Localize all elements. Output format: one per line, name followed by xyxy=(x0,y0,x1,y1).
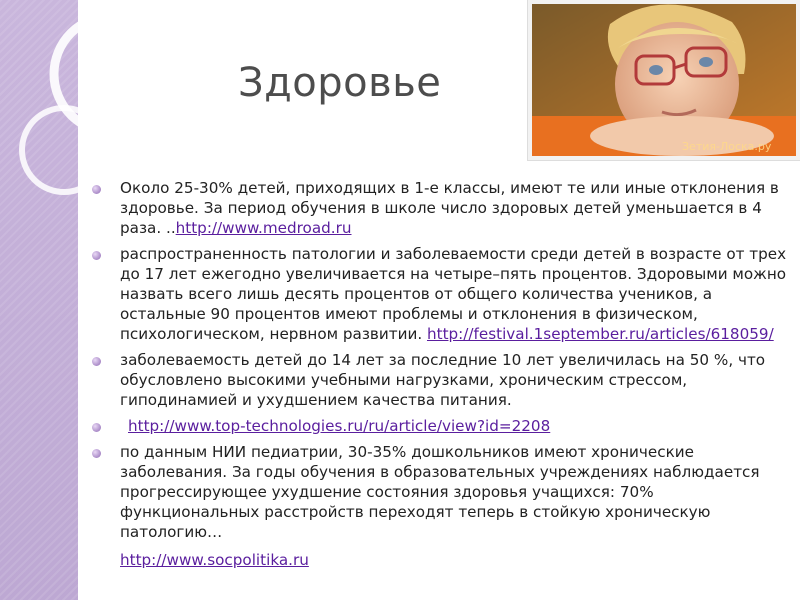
bullet-icon xyxy=(92,185,101,194)
photo-watermark: Зетия-Лоска.ру xyxy=(682,140,772,153)
bullet-item xyxy=(92,350,792,410)
slide-title: Здоровье xyxy=(238,60,442,106)
bullet-text: Около 25-30% детей, приходящих в 1-е классы, имеют те или иные отклонения в здоровье. За период обучения в школе число здоровых детей уменьшается в 4 раза. .. xyxy=(120,179,779,237)
bullet-icon xyxy=(92,449,101,458)
slide-content xyxy=(92,178,792,570)
left-decorative-band xyxy=(0,0,78,600)
bullet-list xyxy=(92,178,792,542)
bullet-icon xyxy=(92,357,101,366)
bullet-item xyxy=(92,416,792,436)
link-festival[interactable]: http://festival.1september.ru/articles/618059/ xyxy=(426,325,774,343)
link-top-technologies[interactable]: http://www.top-technologies.ru/ru/article/view?id=2208 xyxy=(128,417,551,435)
bullet-text: заболеваемость детей до 14 лет за последние 10 лет увеличилась на 50 %, что обусловлено высокими учебными нагрузками, хроническим стрессом, гиподинамией и ухудшением качества питания. xyxy=(120,351,766,409)
child-photo xyxy=(528,0,800,160)
bullet-item xyxy=(92,244,792,344)
link-medroad[interactable]: http://www.medroad.ru xyxy=(175,219,352,237)
bullet-text: распространенность патологии и заболеваемости среди детей в возрасте от трех до 17 лет ежегодно увеличивается на четыре–пять процентов. Здоровыми можно назвать всего лишь десять процентов от общего количества учеников, а остальные 90 процентов имеют проблемы и отклонения в физическом, психологическом, нервном развитии. xyxy=(120,245,787,343)
bullet-text: по данным НИИ педиатрии, 30-35% дошкольников имеют хронические заболевания. За годы обучения в образовательных учреждениях наблюдается прогрессирующее ухудшение состояния здоровья учащихся: 70% функциональных расстройств переходят теперь в стойкую хроническую патологию… xyxy=(120,443,760,541)
bullet-icon xyxy=(92,251,101,260)
bullet-item xyxy=(92,442,792,542)
bullet-item xyxy=(92,178,792,238)
bullet-icon xyxy=(92,423,101,432)
link-socpolitika[interactable]: http://www.socpolitika.ru xyxy=(120,551,309,569)
